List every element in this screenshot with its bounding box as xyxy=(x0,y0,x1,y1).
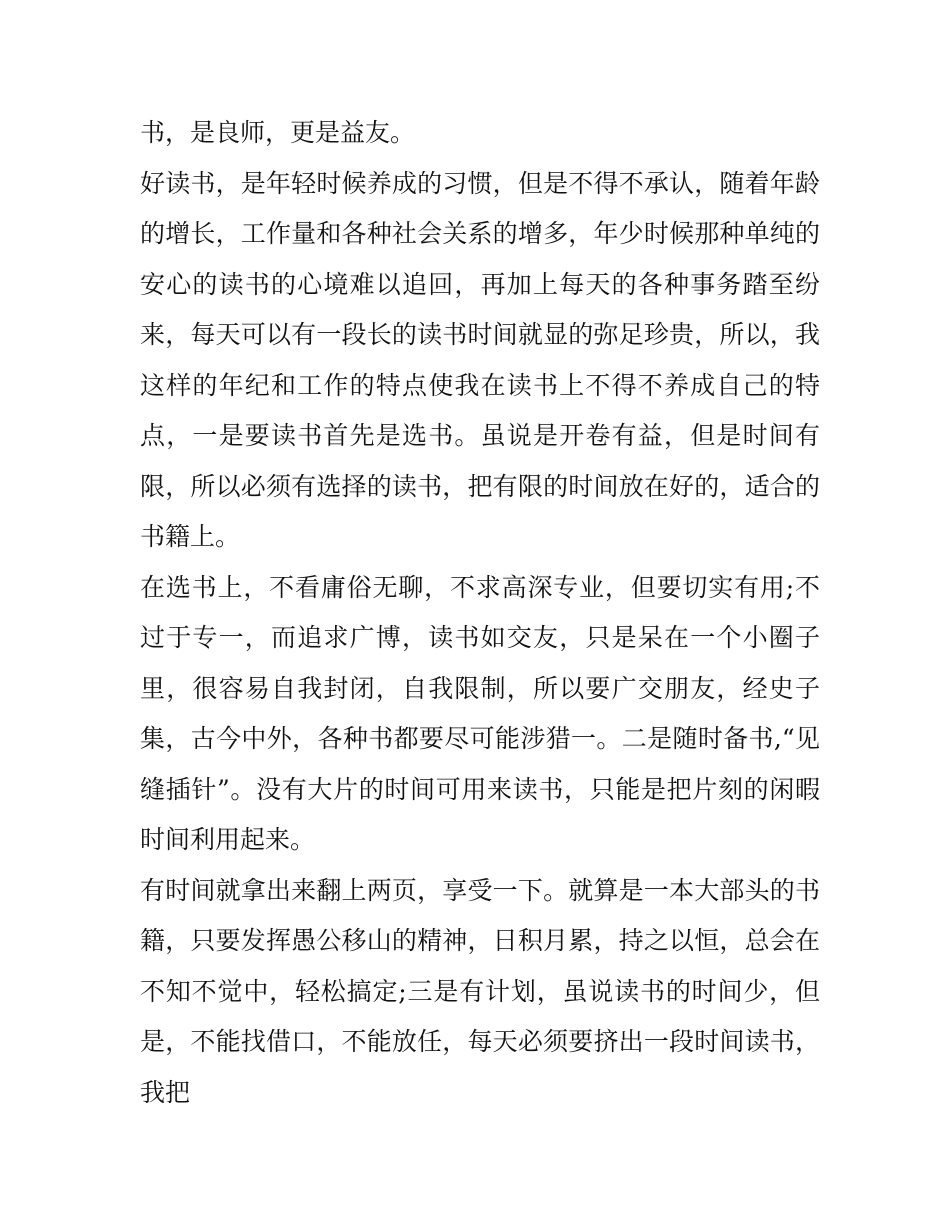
text-line: 好读书，是年轻时候养成的习惯，但是不得不承认，随着年龄 xyxy=(140,168,820,198)
body-text xyxy=(140,108,820,1118)
text-line: 是，不能找借口，不能放任，每天必须要挤出一段时间读书， xyxy=(140,1027,820,1056)
text-line: 书，是良师，更是益友。 xyxy=(140,118,416,147)
text-line: 限，所以必须有选择的读书，把有限的时间放在好的，适合的 xyxy=(140,471,820,501)
text-line: 过于专一，而追求广博，读书如交友，只是呆在一个小圈子 xyxy=(140,623,820,652)
text-line: 里，很容易自我封闭，自我限制，所以要广交朋友，经史子 xyxy=(140,673,820,703)
text-line: 籍，只要发挥愚公移山的精神，日积月累，持之以恒，总会在 xyxy=(140,926,820,955)
text-line: 的增长，工作量和各种社会关系的增多，年少时候那种单纯的 xyxy=(140,219,820,248)
text-line: 缝插针”。没有大片的时间可用来读书，只能是把片刻的闲暇 xyxy=(140,774,820,804)
text-line: 集，古今中外，各种书都要尽可能涉猎一。二是随时备书,“见 xyxy=(140,724,820,753)
text-line: 有时间就拿出来翻上两页，享受一下。就算是一本大部头的书 xyxy=(140,875,820,905)
text-line: 不知不觉中，轻松搞定;三是有计划，虽说读书的时间少，但 xyxy=(140,976,820,1006)
text-line: 来，每天可以有一段长的读书时间就显的弥足珍贵，所以，我 xyxy=(140,320,820,349)
text-line: 书籍上。 xyxy=(140,522,241,551)
text-line: 我把 xyxy=(140,1077,191,1107)
text-line: 这样的年纪和工作的特点使我在读书上不得不养成自己的特 xyxy=(140,370,820,400)
text-line: 在选书上，不看庸俗无聊，不求高深专业，但要切实有用;不 xyxy=(140,572,820,602)
text-line: 安心的读书的心境难以追回，再加上每天的各种事务踏至纷 xyxy=(140,269,820,299)
text-line: 时间利用起来。 xyxy=(140,825,316,854)
text-line: 点，一是要读书首先是选书。虽说是开卷有益，但是时间有 xyxy=(140,421,820,450)
